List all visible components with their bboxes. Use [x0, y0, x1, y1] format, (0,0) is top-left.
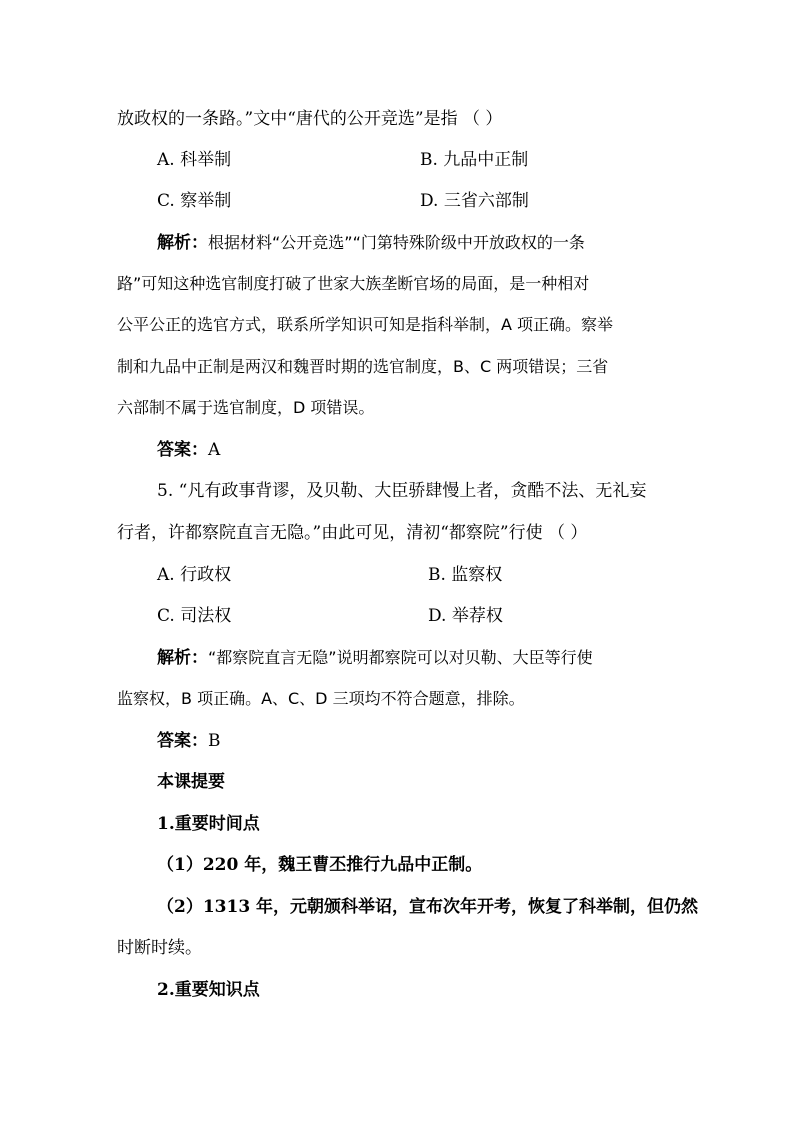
q4-option-a: A. 科举制	[157, 150, 232, 170]
q5-option-b: B. 监察权	[428, 565, 503, 585]
summary-item-1-text: （1）220 年，魏王曹丕推行九品中正制。	[157, 855, 483, 875]
q4-analysis-line-2: 路”可知这种选官制度打破了世家大族垄断官场的局面，是一种相对	[117, 274, 590, 293]
q4-analysis-line-5: 六部制不属于选官制度，D 项错误。	[117, 398, 375, 417]
q4-analysis-text-1: 根据材料“公开竞选”“门第特殊阶级中开放政权的一条	[208, 233, 585, 252]
q4-analysis-label: 解析：	[157, 233, 208, 253]
q4-answer-label: 答案：	[157, 440, 208, 460]
q4-option-c: C. 察举制	[157, 191, 232, 211]
q5-analysis-line-2: 监察权，B 项正确。A、C、D 三项均不符合题意，排除。	[117, 689, 525, 708]
q4-answer-value: A	[208, 440, 221, 460]
q5-analysis-label: 解析：	[157, 648, 208, 668]
summary-item-2-line-1	[157, 895, 698, 919]
q5-stem-line-1: 5. “凡有政事背谬，及贝勒、大臣骄肆慢上者，贪酷不法、无礼妄	[157, 481, 647, 501]
q4-analysis-line-1	[157, 231, 585, 255]
q5-analysis-line-1	[157, 646, 593, 670]
q5-answer-value: B	[208, 731, 221, 751]
summary-section-1: 1.重要时间点	[157, 814, 260, 834]
q4-analysis-line-4: 制和九品中正制是两汉和魏晋时期的选官制度，B、C 两项错误；三省	[117, 357, 609, 376]
q5-option-c: C. 司法权	[157, 606, 232, 626]
q4-option-d: D. 三省六部制	[420, 191, 529, 211]
q4-option-b: B. 九品中正制	[420, 150, 529, 170]
q4-analysis-line-3: 公平公正的选官方式，联系所学知识可知是指科举制，A 项正确。察举	[117, 315, 614, 334]
q5-option-d: D. 举荐权	[428, 606, 503, 626]
q4-stem-tail: 放政权的一条路。”文中“唐代的公开竞选”是指 （ ）	[117, 109, 503, 129]
q5-option-a: A. 行政权	[157, 565, 232, 585]
q5-answer-label: 答案：	[157, 731, 208, 751]
q5-stem-line-2: 行者，许都察院直言无隐。”由此可见，清初“都察院”行使 （ ）	[117, 523, 588, 543]
summary-section-2: 2.重要知识点	[157, 980, 260, 1000]
summary-title: 本课提要	[157, 772, 225, 792]
summary-item-1	[157, 853, 482, 877]
q5-analysis-text-1: “都察院直言无隐”说明都察院可以对贝勒、大臣等行使	[208, 648, 593, 667]
q5-answer	[157, 729, 221, 753]
q4-answer	[157, 438, 220, 462]
summary-item-2-line-2: 时断时续。	[117, 938, 202, 958]
summary-item-2-text-1: （2）1313 年，元朝颁科举诏，宣布次年开考，恢复了科举制，但仍然	[157, 897, 699, 917]
